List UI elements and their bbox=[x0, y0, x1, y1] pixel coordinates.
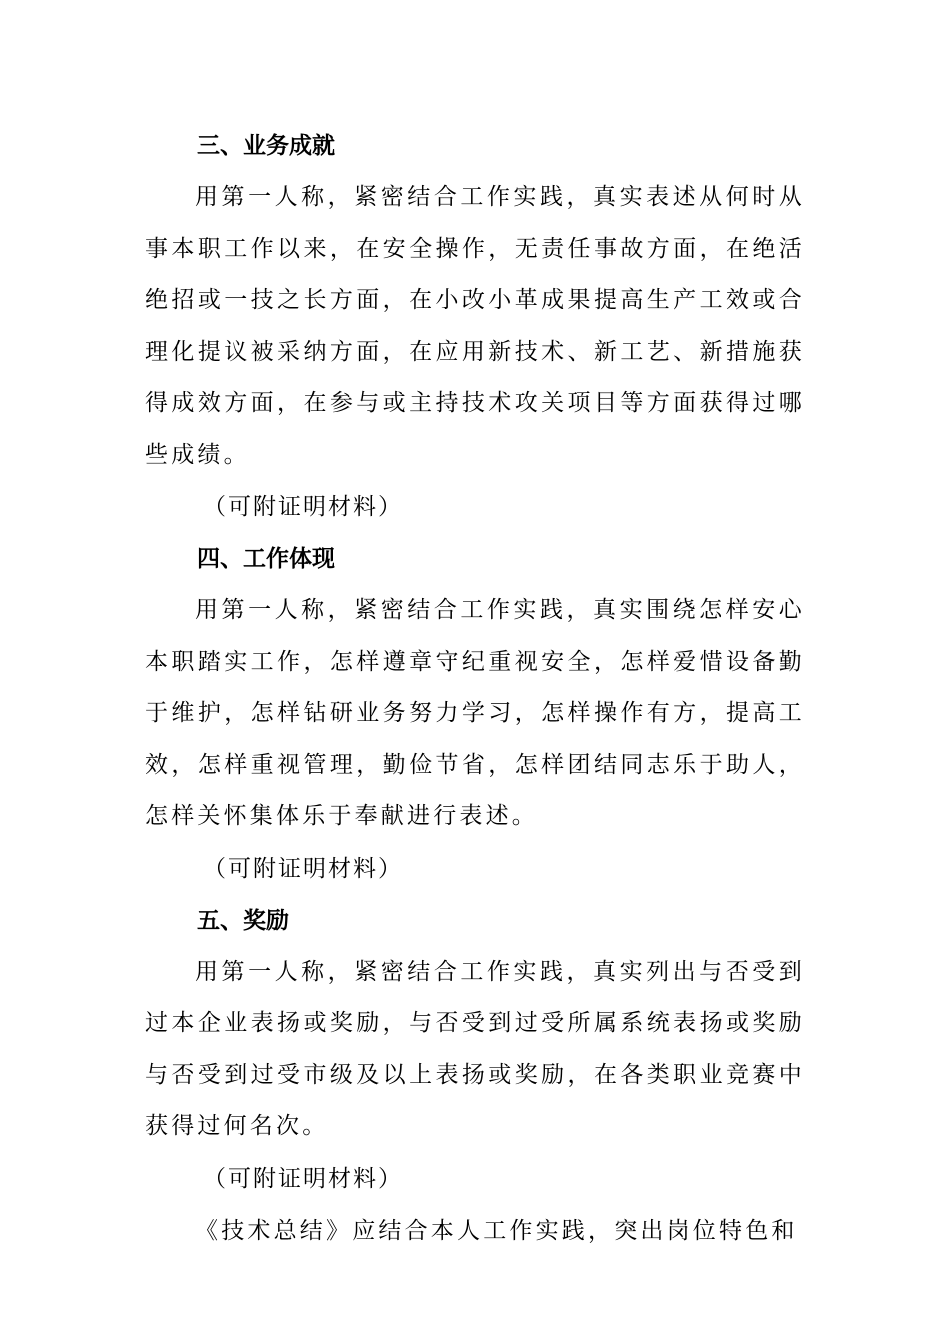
attachment-note: （可附证明材料） bbox=[203, 855, 403, 882]
document-page bbox=[145, 120, 805, 1257]
attachment-note: （可附证明材料） bbox=[203, 1165, 403, 1192]
attachment-note: （可附证明材料） bbox=[203, 494, 403, 520]
section-heading-work-performance: 四、工作体现 bbox=[197, 546, 335, 572]
section-heading-achievements: 三、业务成就 bbox=[197, 133, 335, 159]
section-body-awards: 用第一人称，紧密结合工作实践，真实列出与否受到过本企业表扬或奖励，与否受到过受所属系统表扬或奖励与否受到过受市级及以上表扬或奖励，在各类职业竞赛中获得过何名次。 bbox=[145, 958, 805, 1139]
section-body-achievements: 用第一人称，紧密结合工作实践，真实表述从何时从事本职工作以来，在安全操作，无责任事故方面，在绝活绝招或一技之长方面，在小改小革成果提高生产工效或合理化提议被采纳方面，在应用新技术、新工艺、新措施获得成效方面，在参与或主持技术攻关项目等方面获得过哪些成绩。 bbox=[145, 184, 805, 468]
closing-paragraph: 《技术总结》应结合本人工作实践，突出岗位特色和 bbox=[195, 1217, 798, 1244]
section-heading-awards: 五、奖励 bbox=[197, 907, 289, 934]
section-body-work-performance: 用第一人称，紧密结合工作实践，真实围绕怎样安心本职踏实工作，怎样遵章守纪重视安全，怎样爱惜设备勤于维护，怎样钻研业务努力学习，怎样操作有方，提高工效，怎样重视管理，勤俭节省，怎样团结同志乐于助人，怎样关怀集体乐于奉献进行表述。 bbox=[145, 597, 805, 829]
